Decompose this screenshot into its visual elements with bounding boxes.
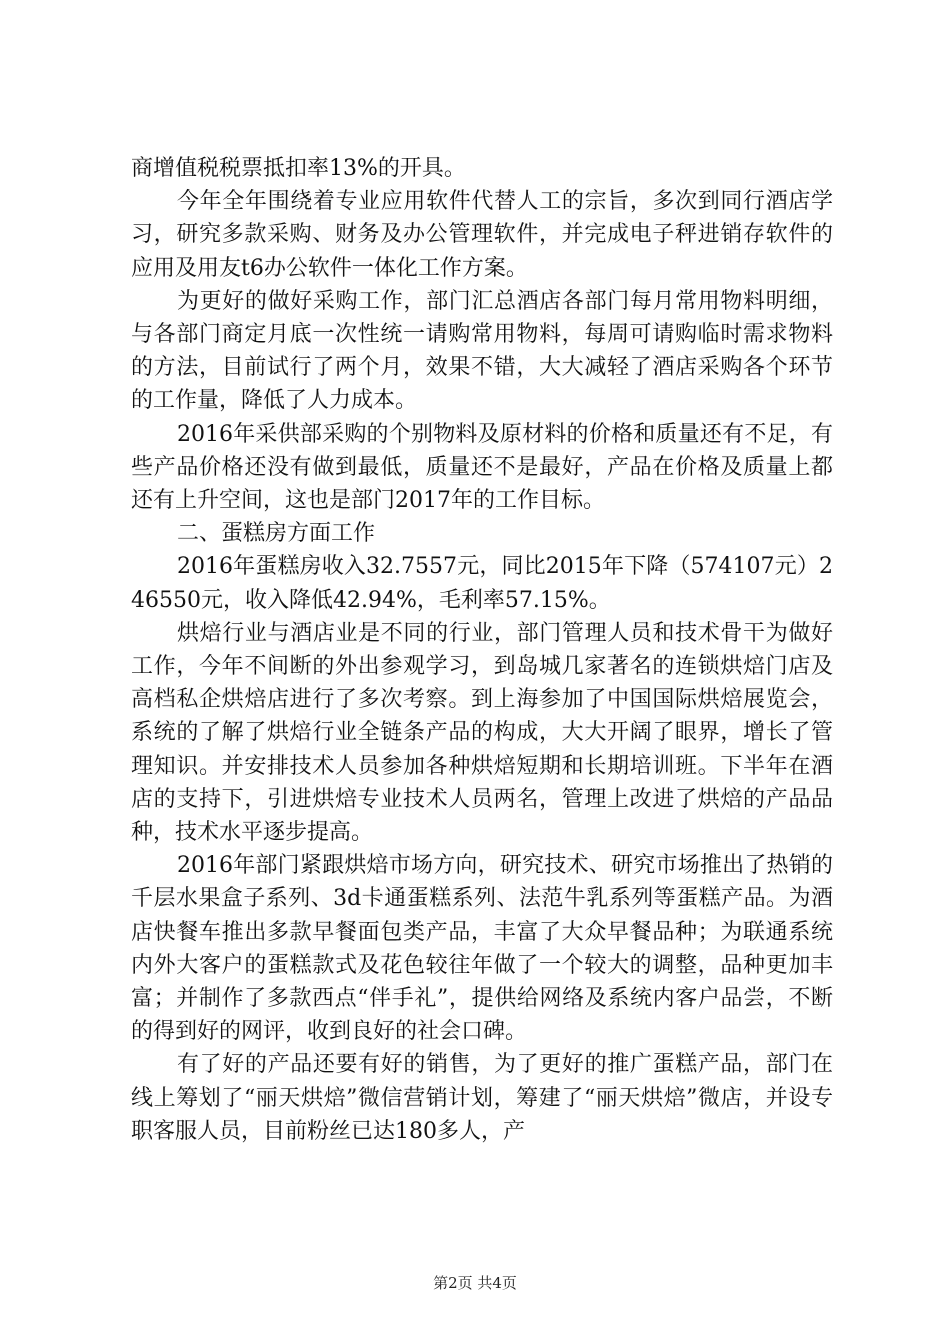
page-number-footer: 第2页 共4页: [433, 1274, 517, 1292]
paragraph-bakery-revenue: 2016年蛋糕房收入32.7557元，同比2015年下降（574107元）246550元，收入降低42.94%，毛利率57.15%。: [131, 554, 833, 613]
paragraph-continuation: 商增值税税票抵扣率13%的开具。: [131, 156, 466, 181]
paragraph-procurement-process: 为更好的做好采购工作，部门汇总酒店各部门每月常用物料明细，与各部门商定月底一次性统一请购常用物料，每周可请购临时需求物料的方法，目前试行了两个月，效果不错，大大减轻了酒店采购各个环节的工作量，降低了人力成本。: [131, 288, 833, 414]
paragraph-price-quality: 2016年采供部采购的个别物料及原材料的价格和质量还有不足，有些产品价格还没有做到最低，质量还不是最好，产品在价格及质量上都还有上升空间，这也是部门2017年的工作目标。: [131, 421, 833, 514]
document-body: [131, 152, 833, 1148]
paragraph-bakery-sales: 有了好的产品还要有好的销售，为了更好的推广蛋糕产品，部门在线上筹划了“丽天烘焙”微信营销计划，筹建了“丽天烘焙”微店，并设专职客服人员，目前粉丝已达180多人，产: [131, 1052, 833, 1144]
paragraph-bakery-products: 2016年部门紧跟烘焙市场方向，研究技术、研究市场推出了热销的千层水果盒子系列、3d卡通蛋糕系列、法范牛乳系列等蛋糕产品。为酒店快餐车推出多款早餐面包类产品，丰富了大众早餐品种；为联通系统内外大客户的蛋糕款式及花色较往年做了一个较大的调整，品种更加丰富；并制作了多款西点“伴手礼”，提供给网络及系统内客户品尝，不断的得到好的网评，收到良好的社会口碑。: [131, 853, 833, 1045]
section-heading-bakery: 二、蛋糕房方面工作: [177, 521, 376, 547]
paragraph-bakery-learning: 烘焙行业与酒店业是不同的行业，部门管理人员和技术骨干为做好工作，今年不间断的外出参观学习，到岛城几家著名的连锁烘焙门店及高档私企烘焙店进行了多次考察。到上海参加了中国国际烘焙展览会，系统的了解了烘焙行业全链条产品的构成，大大开阔了眼界，增长了管理知识。并安排技术人员参加各种烘焙短期和长期培训班。下半年在酒店的支持下，引进烘焙专业技术人员两名，管理上改进了烘焙的产品品种，技术水平逐步提高。: [131, 620, 833, 846]
paragraph-software: 今年全年围绕着专业应用软件代替人工的宗旨，多次到同行酒店学习，研究多款采购、财务及办公管理软件，并完成电子秤进销存软件的应用及用友t6办公软件一体化工作方案。: [131, 189, 833, 281]
